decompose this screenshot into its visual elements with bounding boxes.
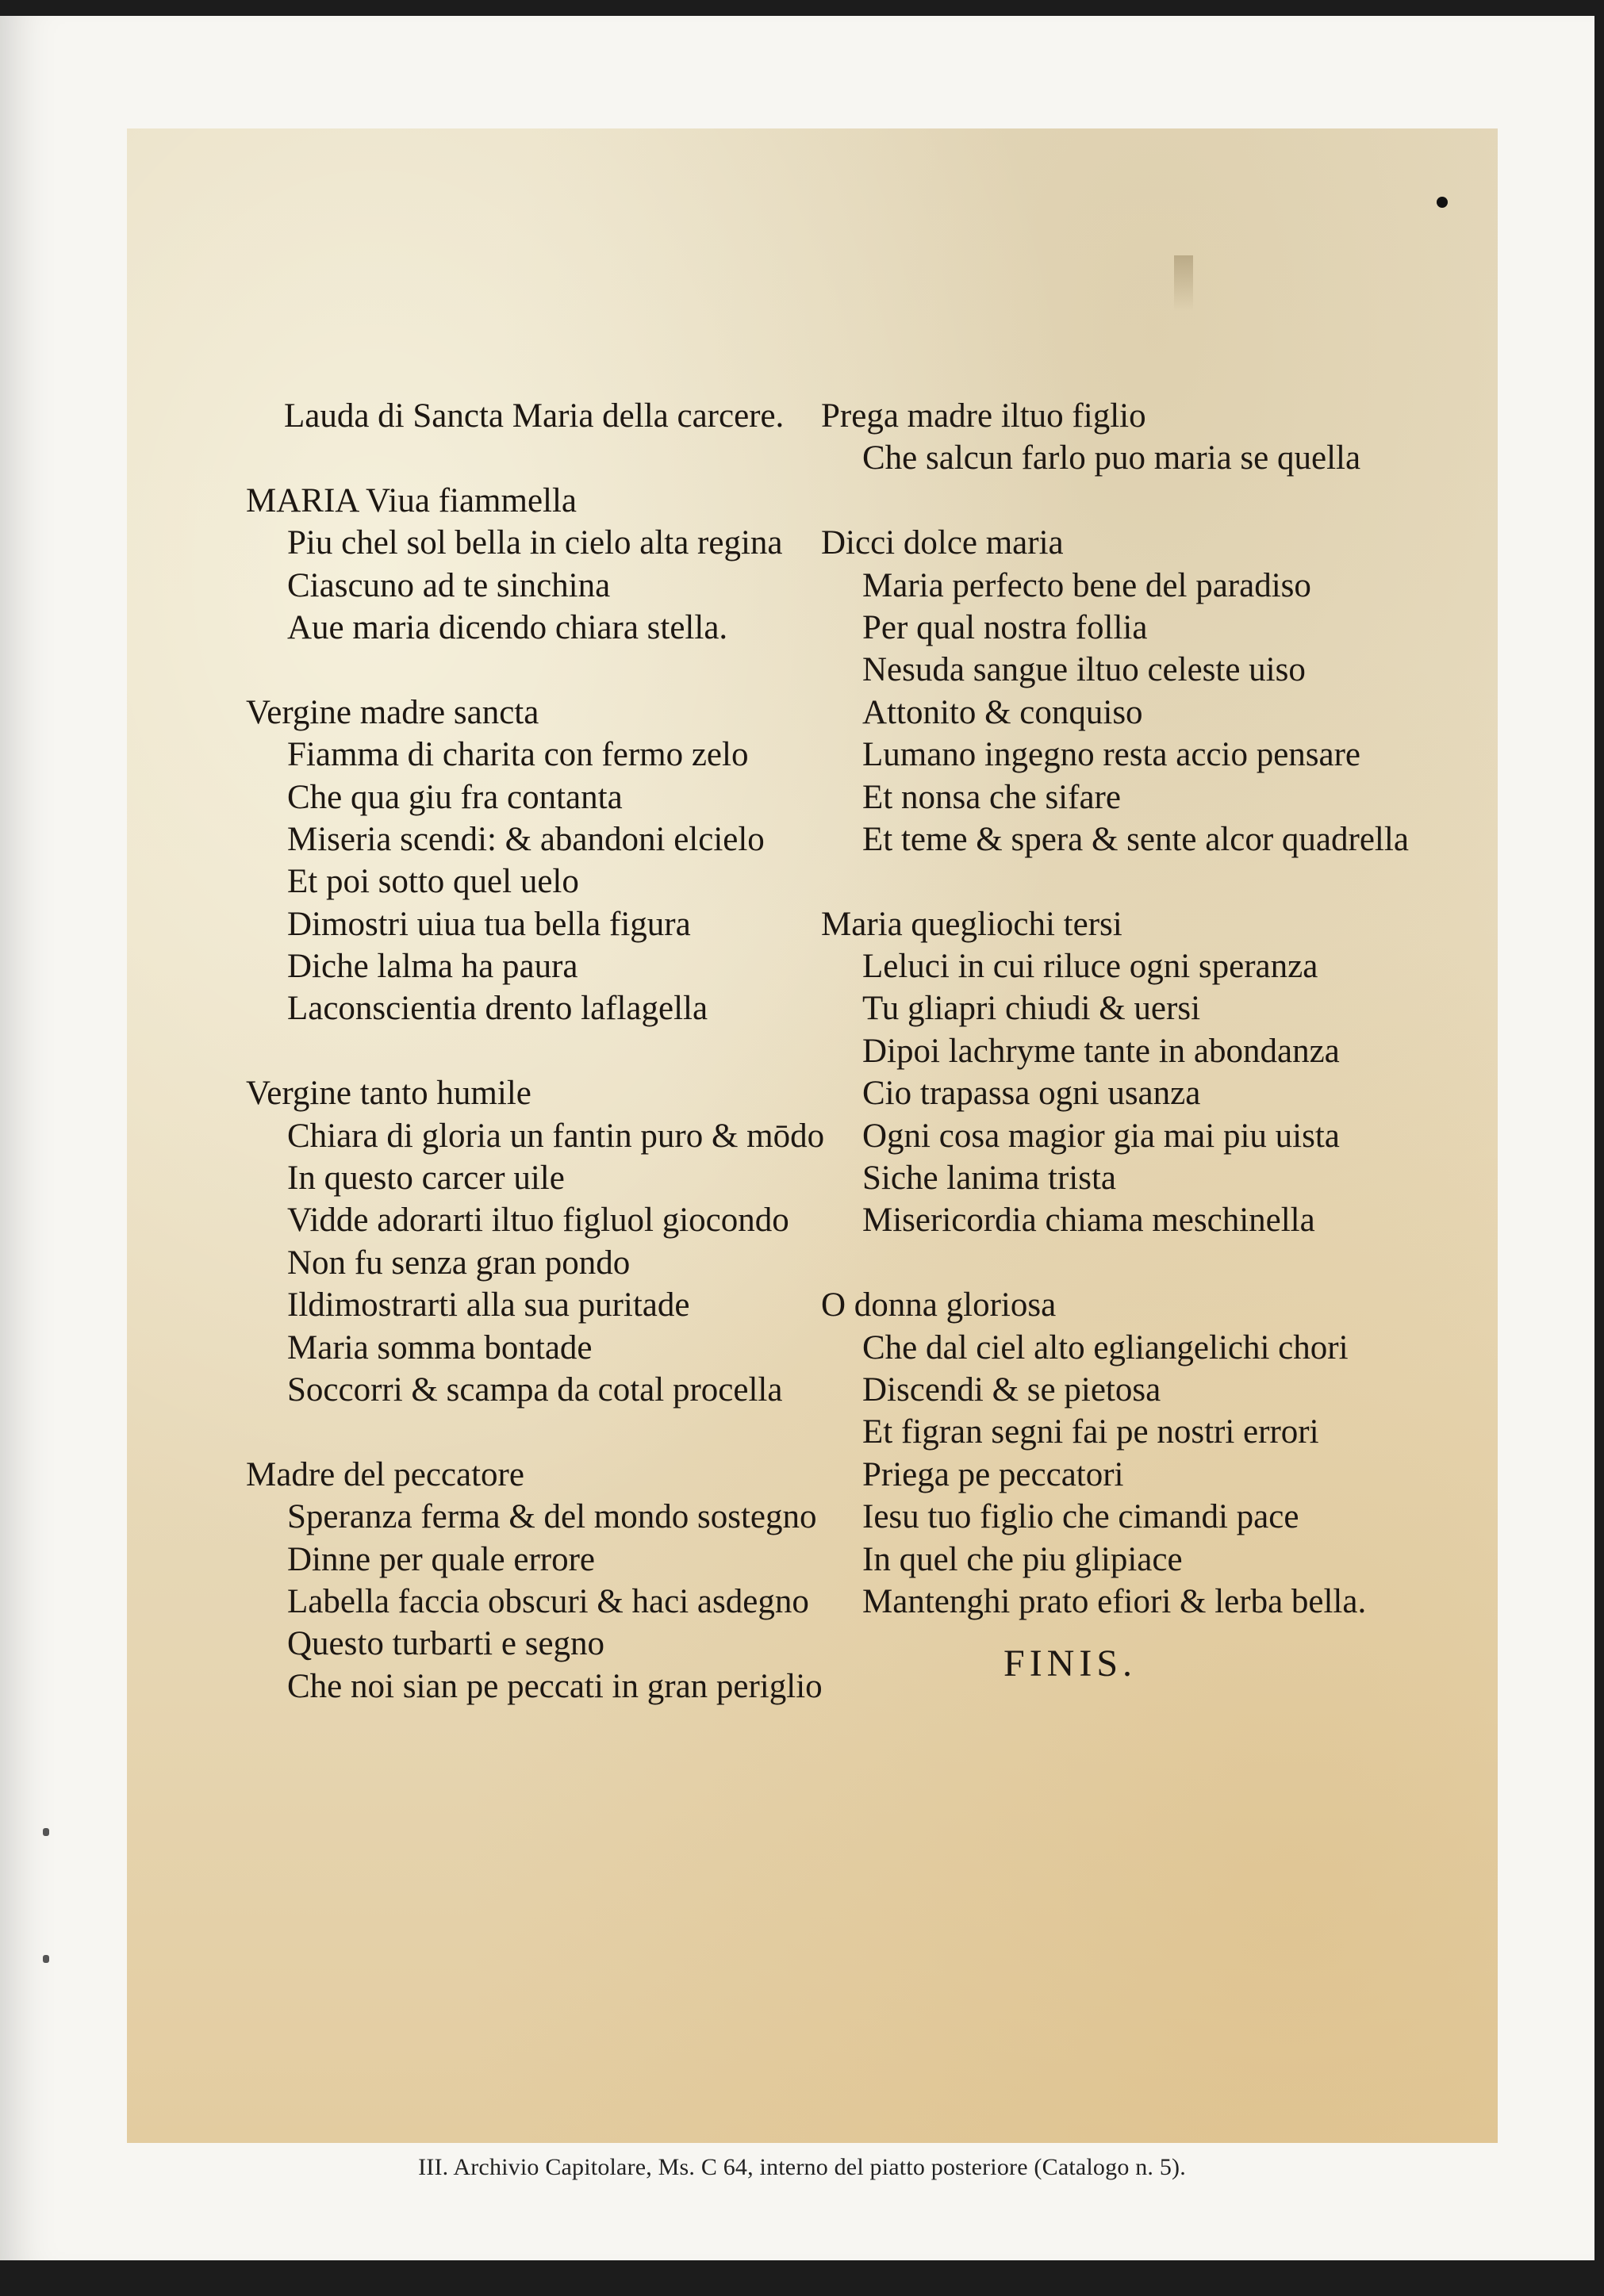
manuscript-plate [127,128,1498,2143]
stanza-gap [246,649,865,691]
stanza-gap [246,1030,865,1072]
verse-line: Et teme & spera & sente alcor quadrella [862,820,1409,858]
verse-line: Siche lanima trista [862,1159,1117,1198]
paper-crease [1174,255,1193,311]
verse-line: Diche lalma ha paura [287,948,578,986]
verse-line: Dipoi lachryme tante in abondanza [862,1032,1340,1070]
verse-line: Speranza ferma & del mondo sostegno [287,1498,817,1536]
plate-caption: III. Archivio Capitolare, Ms. C 64, interno del piatto posteriore (Catalogo n. 5). [418,2154,1186,2180]
stanza-gap [246,437,865,479]
verse-line: In quel che piu glipiace [862,1540,1183,1578]
verse-line: Dicci dolce maria [821,524,1064,562]
verse-line: Che noi sian pe peccati in gran periglio [287,1667,823,1705]
stanza-gap [821,480,1487,522]
verse-line: Non fu senza gran pondo [287,1244,631,1282]
verse-line: Miseria scendi: & abandoni elcielo [287,820,765,858]
verse-line: Madre del peccatore [246,1455,524,1493]
verse-line: Misericordia chiama meschinella [862,1202,1315,1240]
binding-hole [43,1955,49,1963]
verse-line: Aue maria dicendo chiara stella. [287,608,728,646]
verse-line: Chiara di gloria un fantin puro & mōdo [287,1117,825,1155]
verse-line: In questo carcer uile [287,1159,565,1198]
verse-line: Che salcun farlo puo maria se quella [862,439,1361,477]
verse-line: Fiamma di charita con fermo zelo [287,736,749,774]
verse-line: Ogni cosa magior gia mai piu uista [862,1117,1340,1155]
verse-line: Dimostri uiua tua bella figura [287,905,691,943]
verse-line: Priega pe peccatori [862,1455,1124,1493]
verse-line: Lumano ingegno resta accio pensare [862,736,1361,774]
stanza-gap [821,861,1487,903]
verse-line: Prega madre iltuo figlio [821,397,1146,435]
verse-line: Maria perfecto bene del paradiso [862,566,1311,604]
verse-line: Vergine madre sancta [246,693,539,731]
verse-line: O donna gloriosa [821,1286,1057,1324]
verse-line: Soccorri & scampa da cotal procella [287,1370,783,1409]
verse-line: Vergine tanto humile [246,1075,531,1113]
binding-hole [43,1828,49,1836]
verse-line: Discendi & se pietosa [862,1370,1161,1409]
verse-line: Mantenghi prato efiori & lerba bella. [862,1582,1367,1620]
verse-line: Iesu tuo figlio che cimandi pace [862,1498,1299,1536]
verse-line: MARIA Viua fiammella [246,481,578,519]
verse-line: Laconscientia drento laflagella [287,990,708,1028]
ink-spot [1437,197,1448,208]
verse-line: Piu chel sol bella in cielo alta regina [287,524,783,562]
verse-line: Et figran segni fai pe nostri errori [862,1413,1319,1451]
stanza-gap [821,1242,1487,1284]
poem-column-right [821,395,1487,1685]
verse-line: Che qua giu fra contanta [287,778,623,816]
verse-line: Leluci in cui riluce ogni speranza [862,948,1318,986]
poem-column-left [246,395,865,1708]
verse-line: Questo turbarti e segno [287,1625,605,1663]
verse-line: Che dal ciel alto egliangelichi chori [862,1328,1349,1366]
finis-mark: FINIS. [1003,1642,1138,1685]
verse-line: Attonito & conquiso [862,693,1143,731]
poem-title: Lauda di Sancta Maria della carcere. [284,397,785,435]
verse-line: Maria quegliochi tersi [821,905,1122,943]
verse-line: Labella faccia obscuri & haci asdegno [287,1582,809,1620]
verse-line: Cio trapassa ogni usanza [862,1075,1201,1113]
verse-line: Maria somma bontade [287,1328,593,1366]
verse-line: Et nonsa che sifare [862,778,1121,816]
verse-line: Dinne per quale errore [287,1540,595,1578]
verse-line: Ciascuno ad te sinchina [287,566,611,604]
verse-line: Tu gliapri chiudi & uersi [862,990,1201,1028]
verse-line: Nesuda sangue iltuo celeste uiso [862,651,1306,689]
verse-line: Vidde adorarti iltuo figluol giocondo [287,1202,789,1240]
verse-line: Ildimostrarti alla sua puritade [287,1286,690,1324]
verse-line: Per qual nostra follia [862,608,1148,646]
verse-line: Et poi sotto quel uelo [287,863,579,901]
stanza-gap [246,1411,865,1453]
